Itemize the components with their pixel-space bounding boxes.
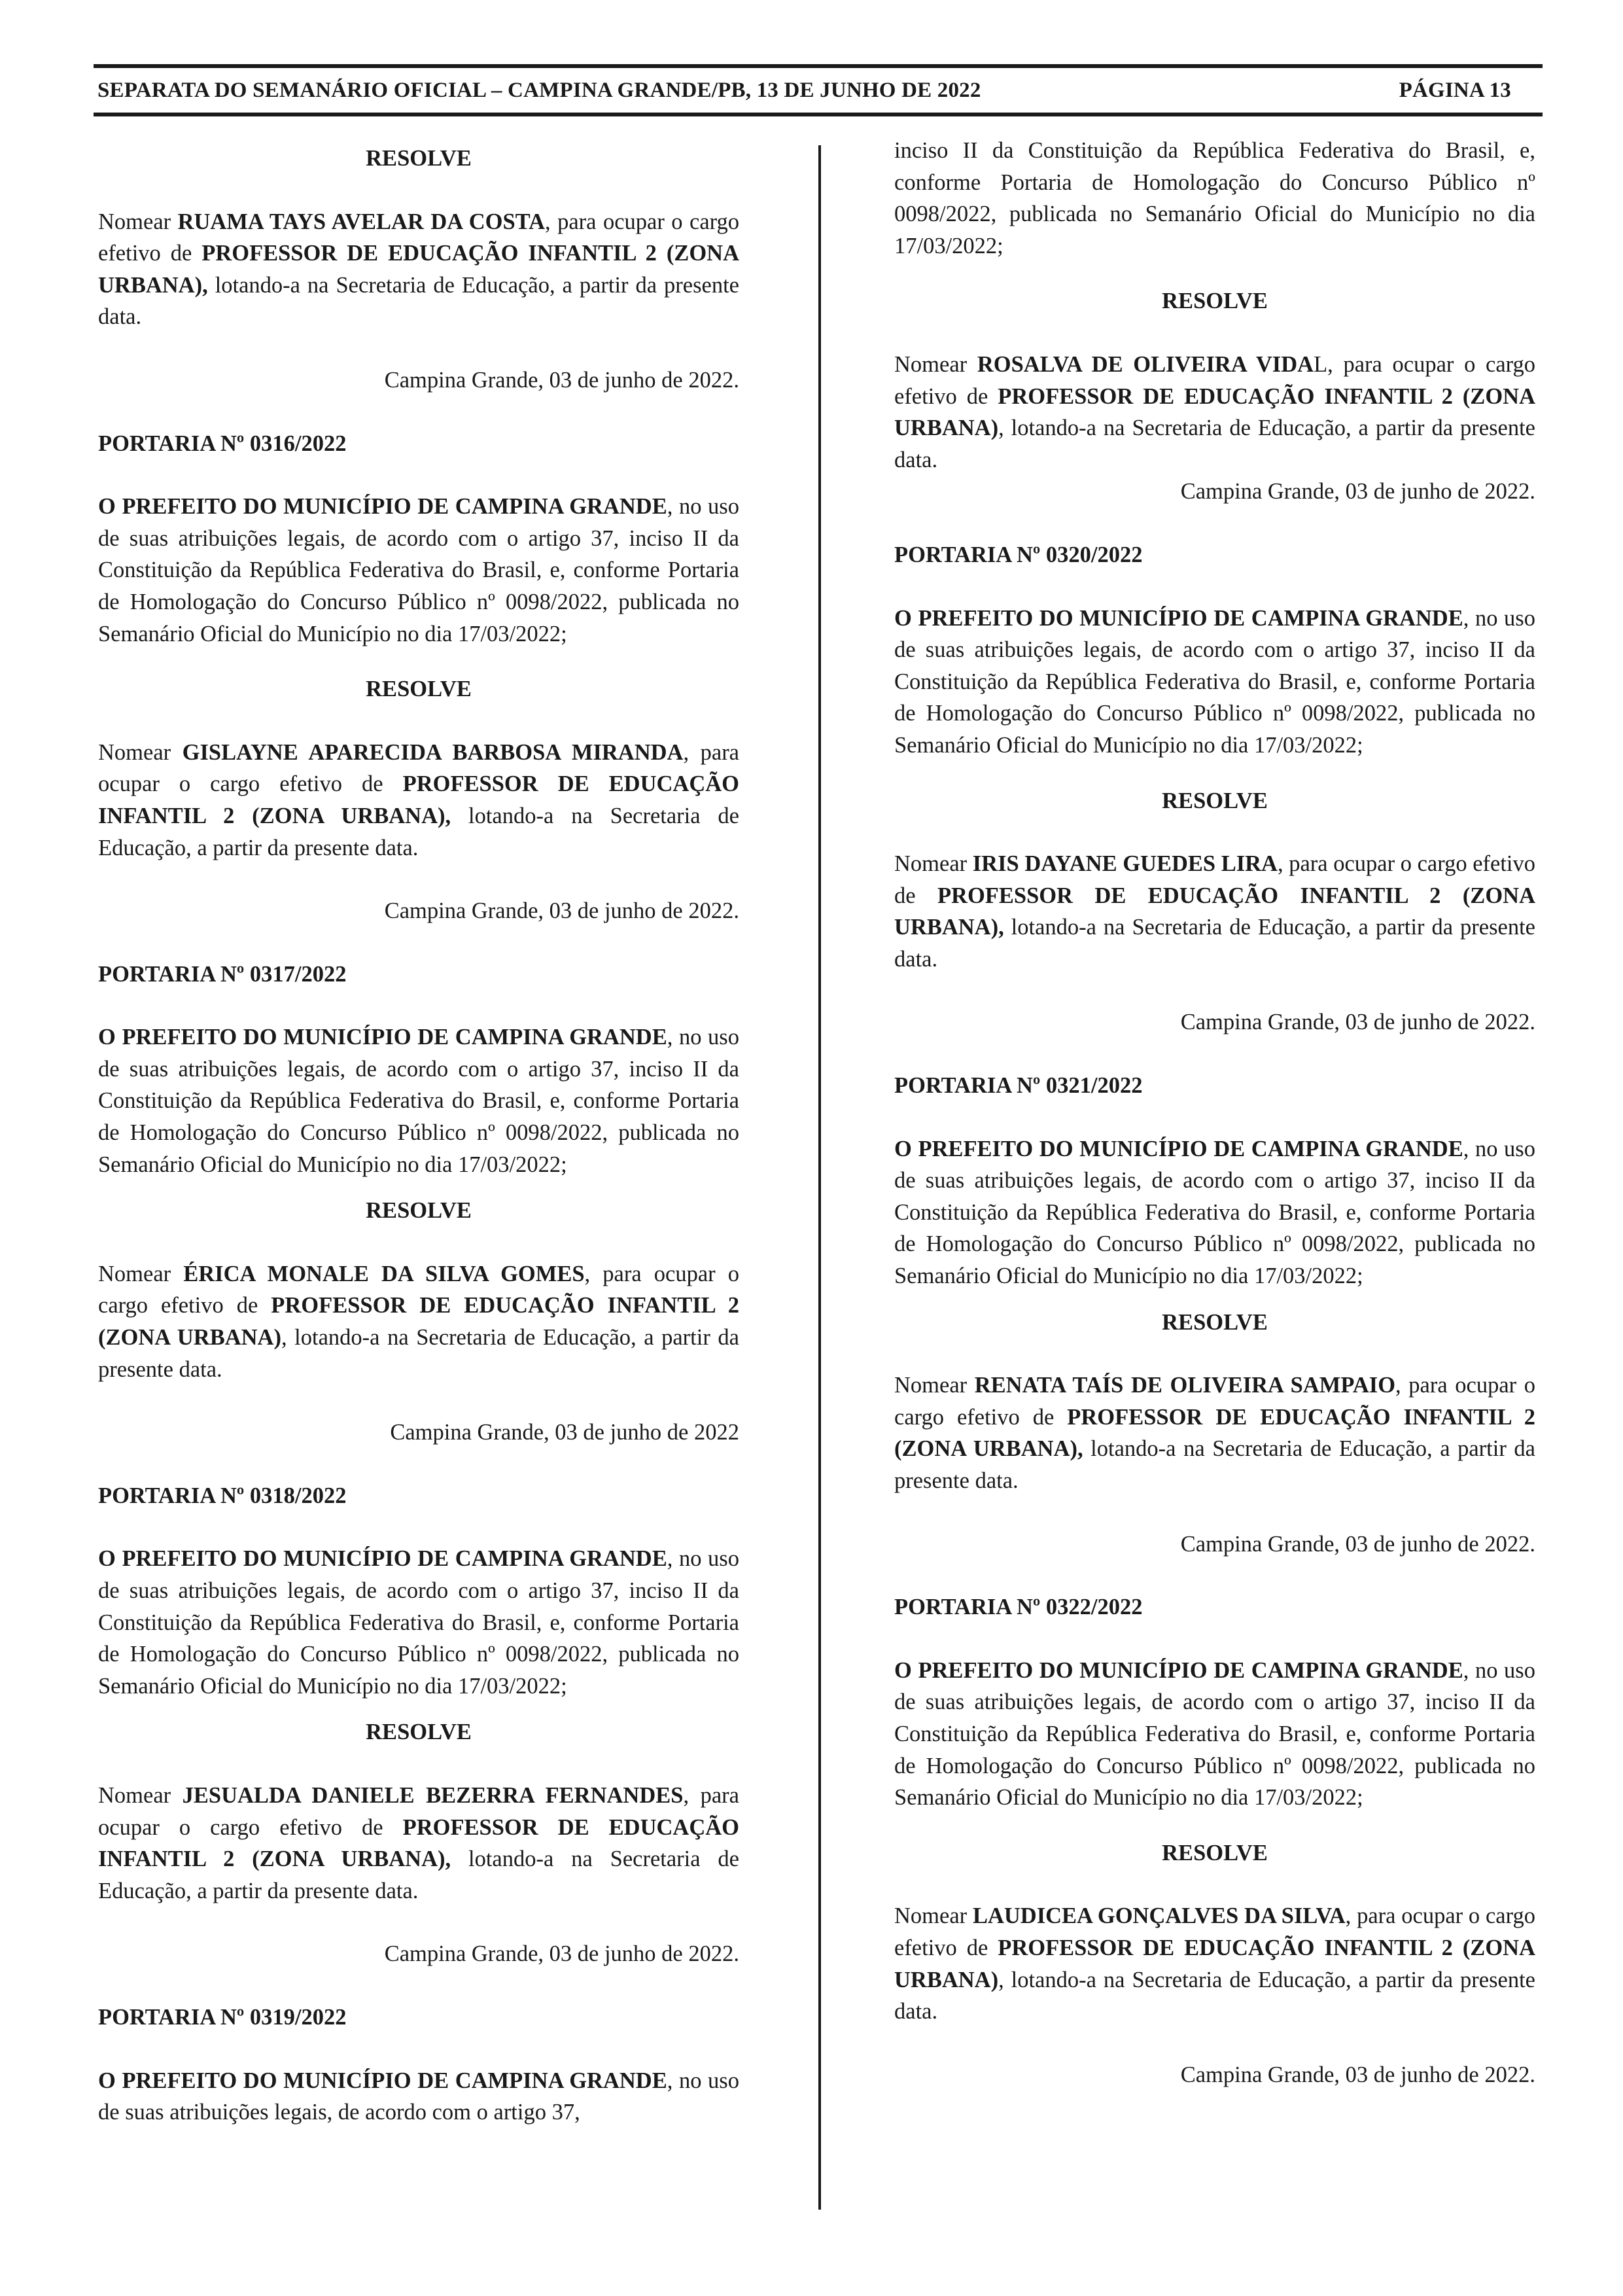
resolve-heading: RESOLVE <box>366 1720 472 1745</box>
nomeacao-paragraph: Nomear ÉRICA MONALE DA SILVA GOMES, para ocupar o cargo efetivo de PROFESSOR DE EDUCAÇÃO INFANTIL 2 (ZONA URBANA), lotando-a na Secretaria de Educação, a partir da presente data. <box>98 1261 739 1382</box>
date-line: Campina Grande, 03 de junho de 2022. <box>1180 479 1535 504</box>
cargo-name: PROFESSOR DE EDUCAÇÃO INFANTIL 2 (ZONA URBANA), <box>894 883 1535 940</box>
right-column <box>894 135 1535 2091</box>
resolve-heading: RESOLVE <box>366 677 472 702</box>
column-divider <box>818 145 821 2210</box>
portaria-title-0322: PORTARIA Nº 0322/2022 <box>894 1595 1143 1620</box>
page-header <box>94 64 1543 116</box>
nomeacao-paragraph: Nomear RENATA TAÍS DE OLIVEIRA SAMPAIO, para ocupar o cargo efetivo de PROFESSOR DE EDUCAÇÃO INFANTIL 2 (ZONA URBANA), lotando-a na Secretaria de Educação, a partir da presente data. <box>894 1373 1535 1493</box>
appointee-name: ROSALVA DE OLIVEIRA VIDA <box>977 351 1314 377</box>
nomeacao-paragraph: Nomear RUAMA TAYS AVELAR DA COSTA, para ocupar o cargo efetivo de PROFESSOR DE EDUCAÇÃO INFANTIL 2 (ZONA URBANA), lotando-a na Secretaria de Educação, a partir da presente data. <box>98 209 739 330</box>
nomeacao-paragraph: Nomear GISLAYNE APARECIDA BARBOSA MIRANDA, para ocupar o cargo efetivo de PROFESSOR DE EDUCAÇÃO INFANTIL 2 (ZONA URBANA), lotando-a na Secretaria de Educação, a partir da presente data. <box>98 739 740 860</box>
header-page-number: PÁGINA 13 <box>1399 78 1511 102</box>
portaria-title-0318: PORTARIA Nº 0318/2022 <box>98 1483 347 1508</box>
considerando-paragraph-continuation: inciso II da Constituição da República Federativa do Brasil, e, conforme Portaria de Homologação do Concurso Público nº 0098/2022, publicada no Semanário Oficial do Município no dia 17/03/2022; <box>894 138 1535 258</box>
date-line: Campina Grande, 03 de junho de 2022. <box>384 367 739 393</box>
portaria-title-0321: PORTARIA Nº 0321/2022 <box>894 1073 1143 1099</box>
date-line: Campina Grande, 03 de junho de 2022 <box>390 1420 739 1445</box>
appointee-name: RENATA TAÍS DE OLIVEIRA SAMPAIO <box>974 1373 1396 1398</box>
portaria-title-0320: PORTARIA Nº 0320/2022 <box>894 542 1143 567</box>
nomeacao-paragraph: Nomear IRIS DAYANE GUEDES LIRA, para ocupar o cargo efetivo de PROFESSOR DE EDUCAÇÃO INFANTIL 2 (ZONA URBANA), lotando-a na Secretaria de Educação, a partir da presente data. <box>894 851 1535 972</box>
considerando-paragraph: O PREFEITO DO MUNICÍPIO DE CAMPINA GRANDE, no uso de suas atribuições legais, de acordo com o artigo 37, inciso II da Constituição da República Federativa do Brasil, e, conforme Portaria de Homologação do Concurso Público nº 0098/2022, publicada no Semanário Oficial do Município no dia 17/03/2022; <box>98 1025 739 1177</box>
portaria-title-0319: PORTARIA Nº 0319/2022 <box>98 2004 347 2030</box>
considerando-paragraph: O PREFEITO DO MUNICÍPIO DE CAMPINA GRANDE, no uso de suas atribuições legais, de acordo com o artigo 37, inciso II da Constituição da República Federativa do Brasil, e, conforme Portaria de Homologação do Concurso Público nº 0098/2022, publicada no Semanário Oficial do Município no dia 17/03/2022; <box>894 605 1535 758</box>
date-line: Campina Grande, 03 de junho de 2022. <box>1180 1010 1535 1035</box>
cargo-name: PROFESSOR DE EDUCAÇÃO INFANTIL 2 (ZONA URBANA) <box>98 1293 739 1351</box>
cargo-name: PROFESSOR DE EDUCAÇÃO INFANTIL 2 (ZONA URBANA), <box>98 771 740 828</box>
appointee-name: LAUDICEA GONÇALVES DA SILVA <box>972 1903 1346 1929</box>
resolve-heading: RESOLVE <box>1162 289 1268 314</box>
nomeacao-paragraph: Nomear LAUDICEA GONÇALVES DA SILVA, para ocupar o cargo efetivo de PROFESSOR DE EDUCAÇÃO INFANTIL 2 (ZONA URBANA), lotando-a na Secretaria de Educação, a partir da presente data. <box>894 1903 1535 2024</box>
considerando-paragraph-start: O PREFEITO DO MUNICÍPIO DE CAMPINA GRANDE, no uso de suas atribuições legais, de acordo com o artigo 37, <box>98 2068 739 2125</box>
header-title: SEPARATA DO SEMANÁRIO OFICIAL – CAMPINA GRANDE/PB, 13 DE JUNHO DE 2022 <box>97 78 981 102</box>
date-line: Campina Grande, 03 de junho de 2022. <box>384 1941 739 1967</box>
nomeacao-paragraph: Nomear ROSALVA DE OLIVEIRA VIDAL, para ocupar o cargo efetivo de PROFESSOR DE EDUCAÇÃO INFANTIL 2 (ZONA URBANA), lotando-a na Secretaria de Educação, a partir da presente data. <box>894 351 1535 472</box>
considerando-paragraph: O PREFEITO DO MUNICÍPIO DE CAMPINA GRANDE, no uso de suas atribuições legais, de acordo com o artigo 37, inciso II da Constituição da República Federativa do Brasil, e, conforme Portaria de Homologação do Concurso Público nº 0098/2022, publicada no Semanário Oficial do Município no dia 17/03/2022; <box>98 494 739 646</box>
date-line: Campina Grande, 03 de junho de 2022. <box>1180 2062 1535 2087</box>
considerando-paragraph: O PREFEITO DO MUNICÍPIO DE CAMPINA GRANDE, no uso de suas atribuições legais, de acordo com o artigo 37, inciso II da Constituição da República Federativa do Brasil, e, conforme Portaria de Homologação do Concurso Público nº 0098/2022, publicada no Semanário Oficial do Município no dia 17/03/2022; <box>98 1546 739 1699</box>
cargo-name: PROFESSOR DE EDUCAÇÃO INFANTIL 2 (ZONA URBANA), <box>98 1814 740 1872</box>
considerando-paragraph: O PREFEITO DO MUNICÍPIO DE CAMPINA GRANDE, no uso de suas atribuições legais, de acordo com o artigo 37, inciso II da Constituição da República Federativa do Brasil, e, conforme Portaria de Homologação do Concurso Público nº 0098/2022, publicada no Semanário Oficial do Município no dia 17/03/2022; <box>894 1136 1535 1289</box>
appointee-name: JESUALDA DANIELE BEZERRA FERNANDES <box>182 1782 684 1808</box>
portaria-title-0317: PORTARIA Nº 0317/2022 <box>98 961 347 987</box>
resolve-heading: RESOLVE <box>1162 1840 1268 1865</box>
cargo-name: PROFESSOR DE EDUCAÇÃO INFANTIL 2 (ZONA URBANA), <box>894 1404 1535 1462</box>
resolve-heading: RESOLVE <box>366 146 472 171</box>
resolve-heading: RESOLVE <box>1162 788 1268 813</box>
resolve-heading: RESOLVE <box>1162 1309 1268 1335</box>
cargo-name: PROFESSOR DE EDUCAÇÃO INFANTIL 2 (ZONA URBANA) <box>894 1935 1535 1992</box>
left-column <box>98 143 739 2128</box>
cargo-name: PROFESSOR DE EDUCAÇÃO INFANTIL 2 (ZONA URBANA) <box>894 383 1535 441</box>
date-line: Campina Grande, 03 de junho de 2022. <box>384 898 739 924</box>
date-line: Campina Grande, 03 de junho de 2022. <box>1180 1531 1535 1557</box>
appointee-name: IRIS DAYANE GUEDES LIRA <box>972 851 1278 877</box>
appointee-name: RUAMA TAYS AVELAR DA COSTA <box>177 209 546 234</box>
considerando-paragraph: O PREFEITO DO MUNICÍPIO DE CAMPINA GRANDE, no uso de suas atribuições legais, de acordo com o artigo 37, inciso II da Constituição da República Federativa do Brasil, e, conforme Portaria de Homologação do Concurso Público nº 0098/2022, publicada no Semanário Oficial do Município no dia 17/03/2022; <box>894 1657 1535 1810</box>
resolve-heading: RESOLVE <box>366 1198 472 1224</box>
portaria-title-0316: PORTARIA Nº 0316/2022 <box>98 431 347 456</box>
nomeacao-paragraph: Nomear JESUALDA DANIELE BEZERRA FERNANDES, para ocupar o cargo efetivo de PROFESSOR DE EDUCAÇÃO INFANTIL 2 (ZONA URBANA), lotando-a na Secretaria de Educação, a partir da presente data. <box>98 1782 740 1903</box>
appointee-name: ÉRICA MONALE DA SILVA GOMES <box>183 1261 585 1286</box>
appointee-name: GISLAYNE APARECIDA BARBOSA MIRANDA <box>182 739 684 765</box>
cargo-name: PROFESSOR DE EDUCAÇÃO INFANTIL 2 (ZONA URBANA), <box>98 241 739 298</box>
